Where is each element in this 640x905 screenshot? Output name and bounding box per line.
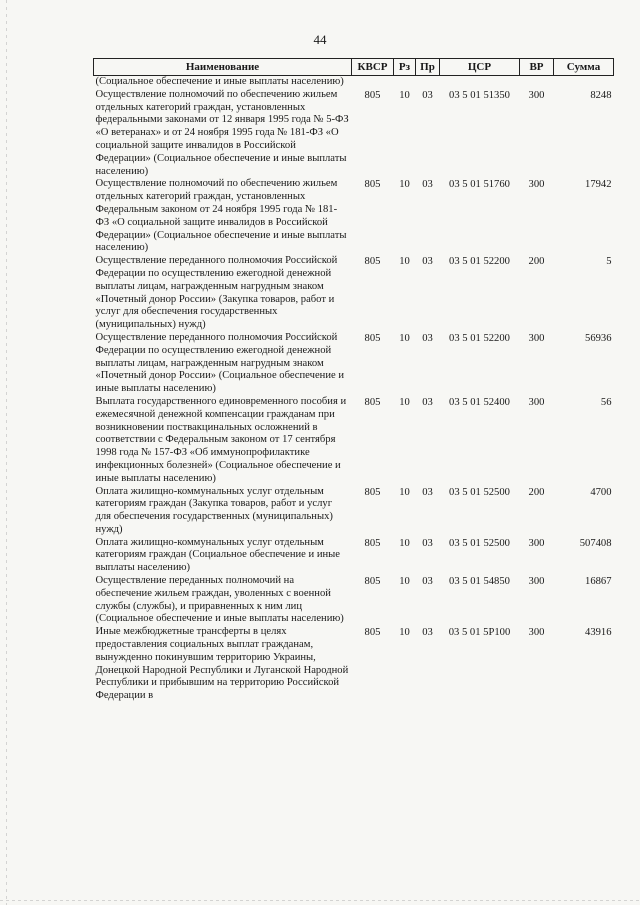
cell-name: Осуществление переданных полномочий на обеспечение жильем граждан, уволенных с военной службы (службы), и приравненных к ним лиц (Социальное обеспечение и иные выплаты населению) — [95, 575, 344, 625]
cell-pr: 03 — [422, 256, 433, 268]
cell-vr: 300 — [528, 332, 545, 344]
cell-kvsr: 805 — [364, 627, 381, 639]
cell-name: (Социальное обеспечение и иные выплаты населению) — [95, 76, 344, 87]
cell-sum: 43916 — [585, 627, 612, 639]
header-vr: ВР — [520, 59, 554, 76]
cell-sum: 16867 — [585, 576, 612, 588]
cell-kvsr: 805 — [364, 576, 381, 588]
table-row — [94, 255, 614, 332]
cell-vr: 300 — [528, 627, 545, 639]
table-row — [94, 575, 614, 626]
cell-vr: 200 — [528, 256, 545, 268]
cell-rz: 10 — [399, 537, 410, 549]
cell-name: Иные межбюджетные трансферты в целях предоставления социальных выплат гражданам, вынужденно покинувшим территорию Украины, Донецкой Народной Республики и Луганской Народной Республики и прибывшим на территорию Российской Федерации в — [95, 626, 349, 702]
cell-sum: 4700 — [590, 486, 612, 498]
page-number: 44 — [313, 32, 327, 47]
cell-sum: 56 — [600, 396, 612, 408]
header-csr: ЦСР — [440, 59, 520, 76]
cell-csr — [440, 76, 520, 89]
cell-pr: 03 — [422, 486, 433, 498]
cell-vr — [520, 76, 554, 89]
cell-csr: 03 5 01 54850 — [449, 576, 510, 588]
cell-rz: 10 — [399, 627, 410, 639]
table-row — [94, 486, 614, 537]
cell-pr: 03 — [422, 537, 433, 549]
cell-name: Осуществление переданного полномочия Российской Федерации по осуществлению ежегодной денежной выплаты лицам, награжденным нагрудным знаком «Почетный донор России» (Закупка товаров, работ и услуг для обеспечения государственных (муниципальных) нужд) — [95, 255, 338, 331]
cell-kvsr: 805 — [364, 486, 381, 498]
cell-vr: 300 — [528, 396, 545, 408]
table-row — [94, 396, 614, 486]
cell-pr — [416, 76, 440, 89]
cell-csr: 03 5 01 52400 — [449, 396, 510, 408]
table-row — [94, 626, 614, 703]
cell-sum: 507408 — [579, 537, 612, 549]
cell-rz: 10 — [399, 179, 410, 191]
table-row — [94, 76, 614, 89]
cell-rz: 10 — [399, 89, 410, 101]
cell-sum: 56936 — [585, 332, 612, 344]
cell-csr: 03 5 01 52500 — [449, 486, 510, 498]
cell-sum — [554, 76, 614, 89]
table-row — [94, 89, 614, 179]
cell-rz: 10 — [399, 256, 410, 268]
cell-pr: 03 — [422, 576, 433, 588]
cell-rz — [394, 76, 416, 89]
header-name: Наименование — [94, 59, 352, 76]
scan-bottom-line — [0, 900, 640, 901]
cell-sum: 8248 — [590, 89, 612, 101]
cell-kvsr: 805 — [364, 537, 381, 549]
cell-kvsr: 805 — [364, 89, 381, 101]
cell-name: Оплата жилищно-коммунальных услуг отдельным категориям граждан (Закупка товаров, работ и услуг для обеспечения государственных (муниципальных) нужд) — [95, 485, 333, 535]
cell-csr: 03 5 01 51350 — [449, 89, 510, 101]
cell-sum: 17942 — [585, 179, 612, 191]
cell-pr: 03 — [422, 89, 433, 101]
cell-csr: 03 5 01 5Р100 — [448, 627, 511, 639]
header-row — [94, 59, 614, 76]
header-kvsr: КВСР — [352, 59, 394, 76]
budget-table — [93, 58, 614, 703]
cell-csr: 03 5 01 52200 — [449, 256, 510, 268]
cell-rz: 10 — [399, 396, 410, 408]
cell-csr: 03 5 01 52200 — [449, 332, 510, 344]
cell-name: Осуществление переданного полномочия Российской Федерации по осуществлению ежегодной денежной выплаты лицам, награжденным нагрудным знаком «Почетный донор России» (Социальное обеспечение и иные выплаты населению) — [95, 331, 345, 395]
cell-rz: 10 — [399, 576, 410, 588]
cell-pr: 03 — [422, 396, 433, 408]
cell-kvsr: 805 — [364, 332, 381, 344]
header-pr: Пр — [416, 59, 440, 76]
cell-pr: 03 — [422, 332, 433, 344]
scan-margin-line — [6, 0, 7, 905]
cell-vr: 200 — [528, 486, 545, 498]
cell-vr: 300 — [528, 537, 545, 549]
cell-name: Осуществление полномочий по обеспечению жильем отдельных категорий граждан, установленных федеральными законами от 12 января 1995 года № 5-ФЗ «О ветеранах» и от 24 ноября 1995 года № 181-ФЗ «О социальной защите инвалидов в Российской Федерации» (Социальное обеспечение и иные выплаты населению) — [95, 88, 349, 177]
header-rz: Рз — [394, 59, 416, 76]
cell-kvsr: 805 — [364, 256, 381, 268]
cell-rz: 10 — [399, 332, 410, 344]
table-row — [94, 178, 614, 255]
header-sum: Сумма — [554, 59, 614, 76]
cell-vr: 300 — [528, 576, 545, 588]
cell-kvsr — [352, 76, 394, 89]
cell-sum: 5 — [606, 256, 612, 268]
table-row — [94, 332, 614, 396]
cell-pr: 03 — [422, 179, 433, 191]
cell-name: Выплата государственного единовременного пособия и ежемесячной денежной компенсации гражданам при возникновении поствакцинальных осложнений в соответствии с Федеральным законом от 17 сентября 1998 года № 157-ФЗ «Об иммунопрофилактике инфекционных болезней» (Социальное обеспечение и иные выплаты населению) — [95, 395, 347, 484]
cell-vr: 300 — [528, 179, 545, 191]
cell-csr: 03 5 01 51760 — [449, 179, 510, 191]
budget-table-container — [93, 58, 613, 703]
cell-vr: 300 — [528, 89, 545, 101]
cell-rz: 10 — [399, 486, 410, 498]
cell-name: Оплата жилищно-коммунальных услуг отдельным категориям граждан (Социальное обеспечение и иные выплаты населению) — [95, 536, 340, 574]
cell-kvsr: 805 — [364, 179, 381, 191]
cell-name: Осуществление полномочий по обеспечению жильем отдельных категорий граждан, установленных Федеральным законом от 24 ноября 1995 года № 181-ФЗ «О социальной защите инвалидов в Российской Федерации» (Социальное обеспечение и иные выплаты населению) — [95, 178, 347, 254]
table-header — [94, 59, 614, 76]
cell-kvsr: 805 — [364, 396, 381, 408]
table-body — [94, 76, 614, 704]
table-row — [94, 537, 614, 575]
cell-csr: 03 5 01 52500 — [449, 537, 510, 549]
cell-pr: 03 — [422, 627, 433, 639]
